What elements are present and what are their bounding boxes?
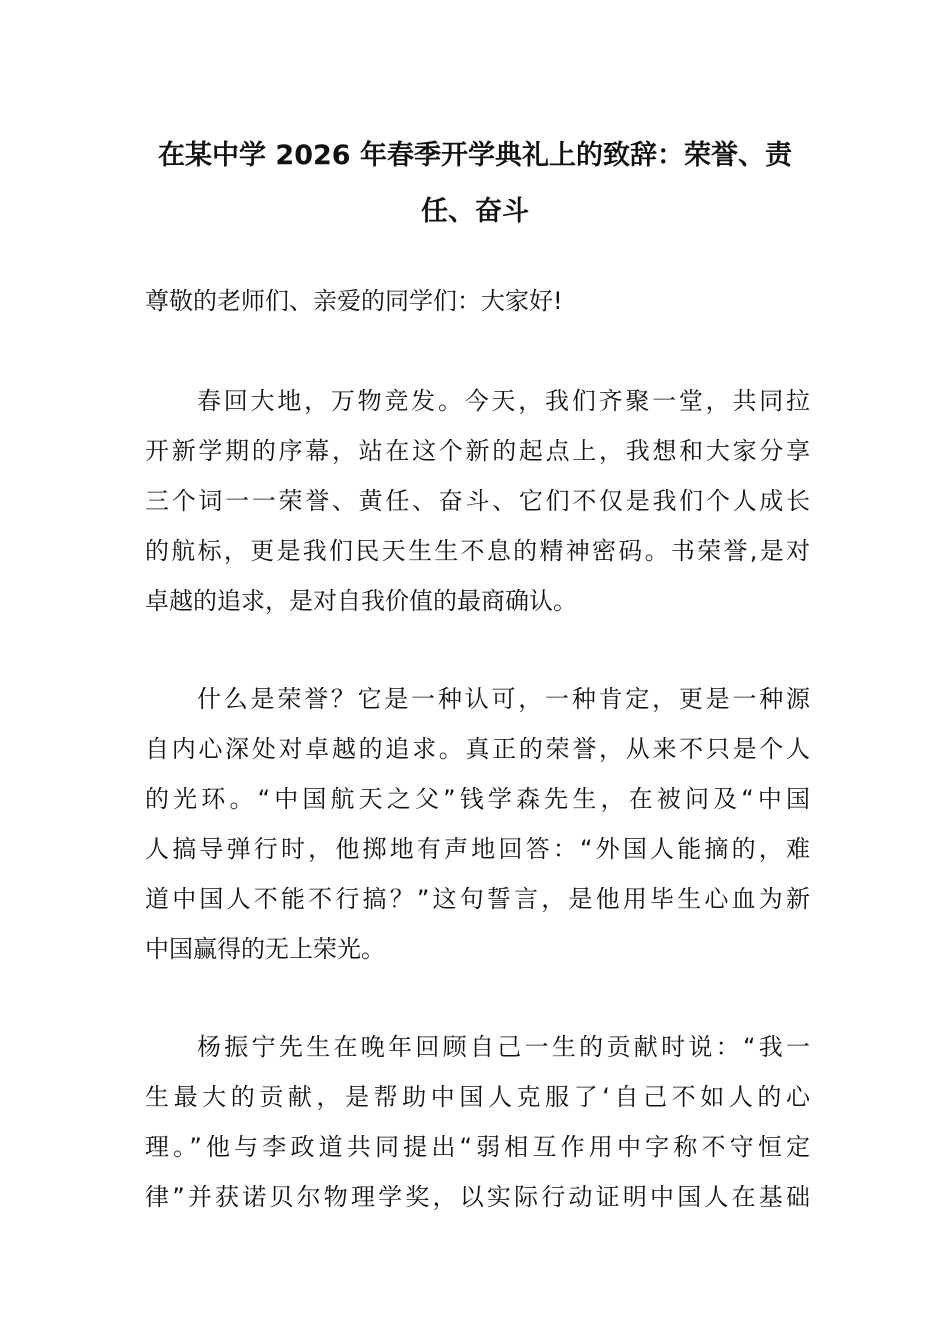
paragraph-line: 律”并获诺贝尔物理学奖，以实际行动证明中国人在基础 — [145, 1183, 810, 1211]
paragraph-line: 自内心深处对卓越的追求。真正的荣誉，从来不只是个人 — [145, 735, 810, 763]
paragraph-line: 生最大的贡献，是帮助中国人克服了‘自己不如人的心 — [145, 1083, 810, 1111]
document-title — [120, 128, 830, 240]
paragraph-line: 人搞导弹行时，他掷地有声地回答：“外国人能摘的，难 — [145, 835, 810, 863]
paragraph-line: 道中国人不能不行搞？”这句誓言，是他用毕生心血为新 — [145, 885, 810, 913]
paragraph-line: 的航标，更是我们民天生生不息的精神密码。书荣誉,是对 — [145, 537, 810, 565]
greeting: 尊敬的老师们、亲爱的同学们：大家好! — [145, 287, 563, 315]
paragraph-line: 春回大地，万物竞发。今天，我们齐聚一堂，共同拉 — [197, 387, 810, 415]
paragraph — [145, 376, 810, 626]
paragraph-line: 三个词一一荣誉、黄任、奋斗、它们不仅是我们个人成长 — [145, 487, 810, 515]
paragraph — [145, 674, 810, 974]
paragraph-line: 杨振宁先生在晚年回顾自己一生的贡献时说：“我一 — [197, 1033, 810, 1061]
paragraph-line: 的光环。“中国航天之父”钱学森先生，在被问及“中国 — [145, 785, 810, 813]
title-line: 在某中学 2026 年春季开学典礼上的致辞：荣誉、责 — [158, 140, 792, 171]
paragraph-line: 卓越的追求，是对自我价值的最商确认。 — [145, 587, 577, 615]
paragraph-line: 中国赢得的无上荣光。 — [145, 935, 385, 963]
paragraph — [145, 1022, 810, 1222]
paragraph-line: 理。”他与李政道共同提出“弱相互作用中字称不守恒定 — [145, 1133, 810, 1161]
title-line: 任、奋斗 — [421, 196, 529, 227]
paragraph-line: 什么是荣誉？它是一种认可，一种肯定，更是一种源 — [197, 685, 810, 713]
paragraph-line: 开新学期的序幕，站在这个新的起点上，我想和大家分享 — [145, 437, 810, 465]
